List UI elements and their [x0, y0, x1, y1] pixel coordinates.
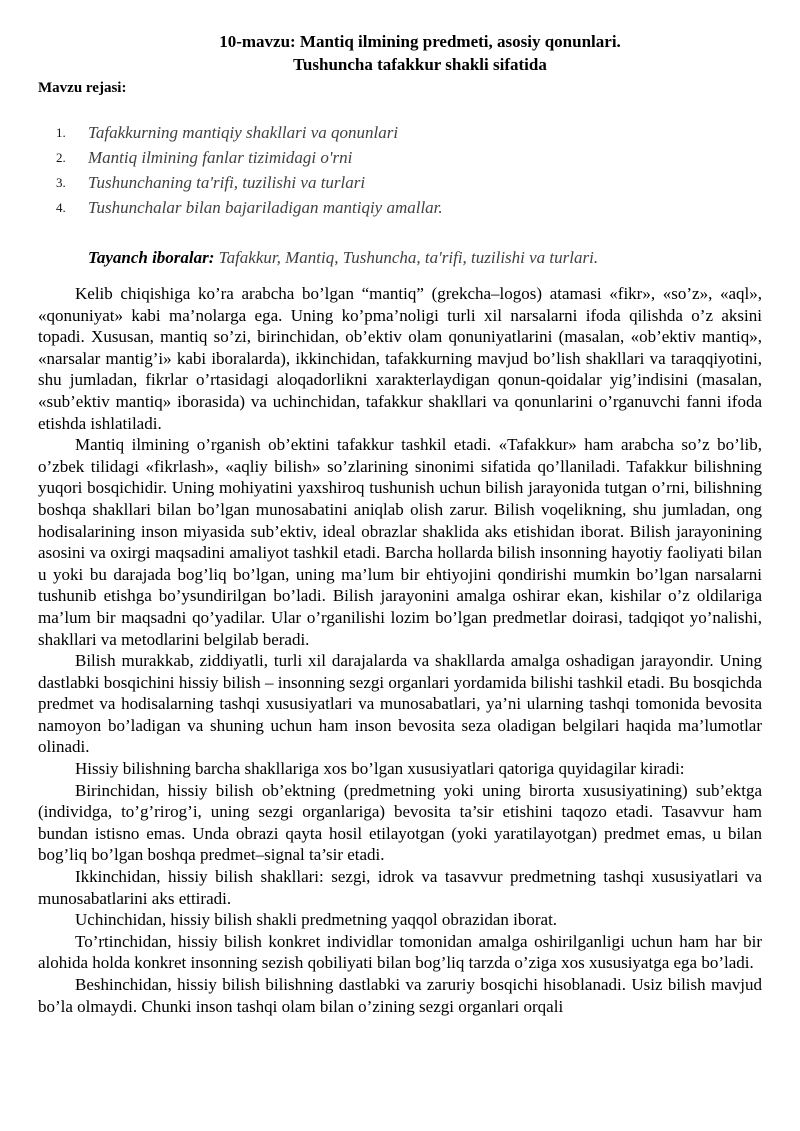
keywords-label: Tayanch iboralar:: [88, 248, 215, 267]
plan-list-item: [0, 170, 800, 195]
body-paragraph: Mantiq ilmining o’rganish ob’ektini tafakkur tashkil etadi. «Tafakkur» ham arabcha so’z bo’lib, o’zbek tilidagi «fikrlash», «aqliy bilish» so’zlarining sinonimi sifatida qo’llaniladi. Tafakkur bilishning yuqori bosqichidir. Uning mohiyatini yaxshiroq tushunish uchun bilish jarayonida tutgan o’rni, bilishning boshqa shakllari bilan bo’lgan munosabatini aniqlab olish zarur. Bilish voqelikning, shu jumladan, ong hodisalarining inson miyasida sub’ektiv, ideal obrazlar shaklida aks etishidan iborat. Bilish jarayonining asosini va oxirgi maqsadini amaliyot tashkil etadi. Barcha hollarda bilish insonning hayotiy faoliyati bilan u yoki bu darajada bog’liq bo’lgan, uning ma’lum bir ehtiyojini qondirishi mumkin bo’lgan narsalarni tushunib etishga bo’ysundirilgan bo’ladi. Bilish jarayonini amalga oshirar ekan, kishilar o’z oldilariga ma’lum bir maqsadni qo’yadilar. Ular o’rganilishi lozim bo’lgan predmetlar doirasi, tadqiqot yo’nalishi, shakllari va metodlarini belgilab beradi.: [38, 435, 762, 649]
document-body: [38, 283, 762, 1017]
plan-item-text: Tushunchaning ta'rifi, tuzilishi va turlari: [88, 173, 366, 192]
body-paragraph: To’rtinchidan, hissiy bilish konkret individlar tomonidan amalga oshirilganligi uchun ham har bir alohida holda konkret insonning sezish qobiliyati bilan bog’liq tarzda o’ziga xos xususiyatga ega bo’ladi.: [38, 931, 762, 973]
body-paragraph: Ikkinchidan, hissiy bilish shakllari: sezgi, idrok va tasavvur predmetning tashqi xususiyatlari va munosabatlarini aks ettiradi.: [38, 867, 762, 908]
plan-heading: Mavzu rejasi:: [38, 80, 127, 96]
plan-item-number: 4.: [56, 200, 66, 215]
plan-item-number: 1.: [56, 125, 66, 140]
plan-list-item: [0, 195, 800, 220]
keywords-line: [88, 245, 598, 270]
body-paragraph: Bilish murakkab, ziddiyatli, turli xil darajalarda va shakllarda amalga oshadigan jarayondir. Uning dastlabki bosqichini hissiy bilish – insonning sezgi organlari yordamida bilishi tashkil etadi. Bu bosqichda predmet va hodisalarning tashqi xususiyatlari va munosabatlari, ya’ni ularning tashqi tomonida bevosita namoyon bo’ladigan va shuning uchun ham inson bevosita seza oladigan belgilari haqida ma’lumotlar olinadi.: [38, 651, 762, 757]
body-paragraph: Uchinchidan, hissiy bilish shakli predmetning yaqqol obrazidan iborat.: [75, 910, 558, 930]
plan-item-text: Mantiq ilmining fanlar tizimidagi o'rni: [88, 148, 353, 167]
plan-item-text: Tafakkurning mantiqiy shakllari va qonunlari: [88, 123, 399, 142]
keywords-text: Tafakkur, Mantiq, Tushuncha, ta'rifi, tuzilishi va turlari.: [214, 248, 599, 267]
plan-item-number: 3.: [56, 175, 66, 190]
document-title-line2: Tushuncha tafakkur shakli sifatida: [293, 55, 547, 74]
plan-item-text: Tushunchalar bilan bajariladigan mantiqiy amallar.: [88, 198, 443, 217]
plan-item-number: 2.: [56, 150, 66, 165]
plan-list-item: [0, 145, 800, 170]
plan-list-item: [0, 120, 800, 145]
body-paragraph: Kelib chiqishiga ko’ra arabcha bo’lgan “mantiq” (grekcha–logos) atamasi «fikr», «so’z», «aql», «qonuniyat» kabi ma’nolarga ega. Uning ko’pma’noligi turli xil narsalarni ifoda qilishda o’z aksini topadi. Xususan, mantiq so’zi, birinchidan, ob’ektiv olam qonuniyatlarini (masalan, «ob’ektiv mantiq», «narsalar mantig’i» kabi iboralarda), ikkinchidan, tafakkurning mavjud bo’lish shakllari va taraqqiyotini, shu jumladan, fikrlar o’rtasidagi aloqadorlikni xarakterlaydigan qonun-qoidalar yig’indisini (masalan, «sub’ektiv mantiq» iborasida) va uchinchidan, tafakkur shakllari va qonunlarini o’rganuvchi fanni ifoda etishda ishlatiladi.: [38, 284, 762, 433]
body-paragraph: Hissiy bilishning barcha shakllariga xos bo’lgan xususiyatlari qatoriga quyidagilar kiradi:: [75, 759, 685, 779]
document-title-line1: 10-mavzu: Mantiq ilmining predmeti, asosiy qonunlari.: [219, 32, 621, 51]
body-paragraph: Beshinchidan, hissiy bilish bilishning dastlabki va zaruriy bosqichi hisoblanadi. Usiz bilish mavjud bo’la olmaydi. Chunki inson tashqi olam bilan o’zining sezgi organlari orqali: [38, 975, 762, 1016]
body-paragraph: Birinchidan, hissiy bilish ob’ektning (predmetning yoki uning birorta xususiyatining) sub’ektga (individga, to’g’rirog’i, uning sezgi organlariga) bevosita ta’sir etishini taqozo etadi. Tasavvur ham bundan istisno emas. Unda obrazi qayta hosil etilayotgan (yoki yaratilayotgan) predmet emas, u bilan bog’liq bo’lgan boshqa predmet–signal ta’sir etadi.: [38, 780, 762, 865]
